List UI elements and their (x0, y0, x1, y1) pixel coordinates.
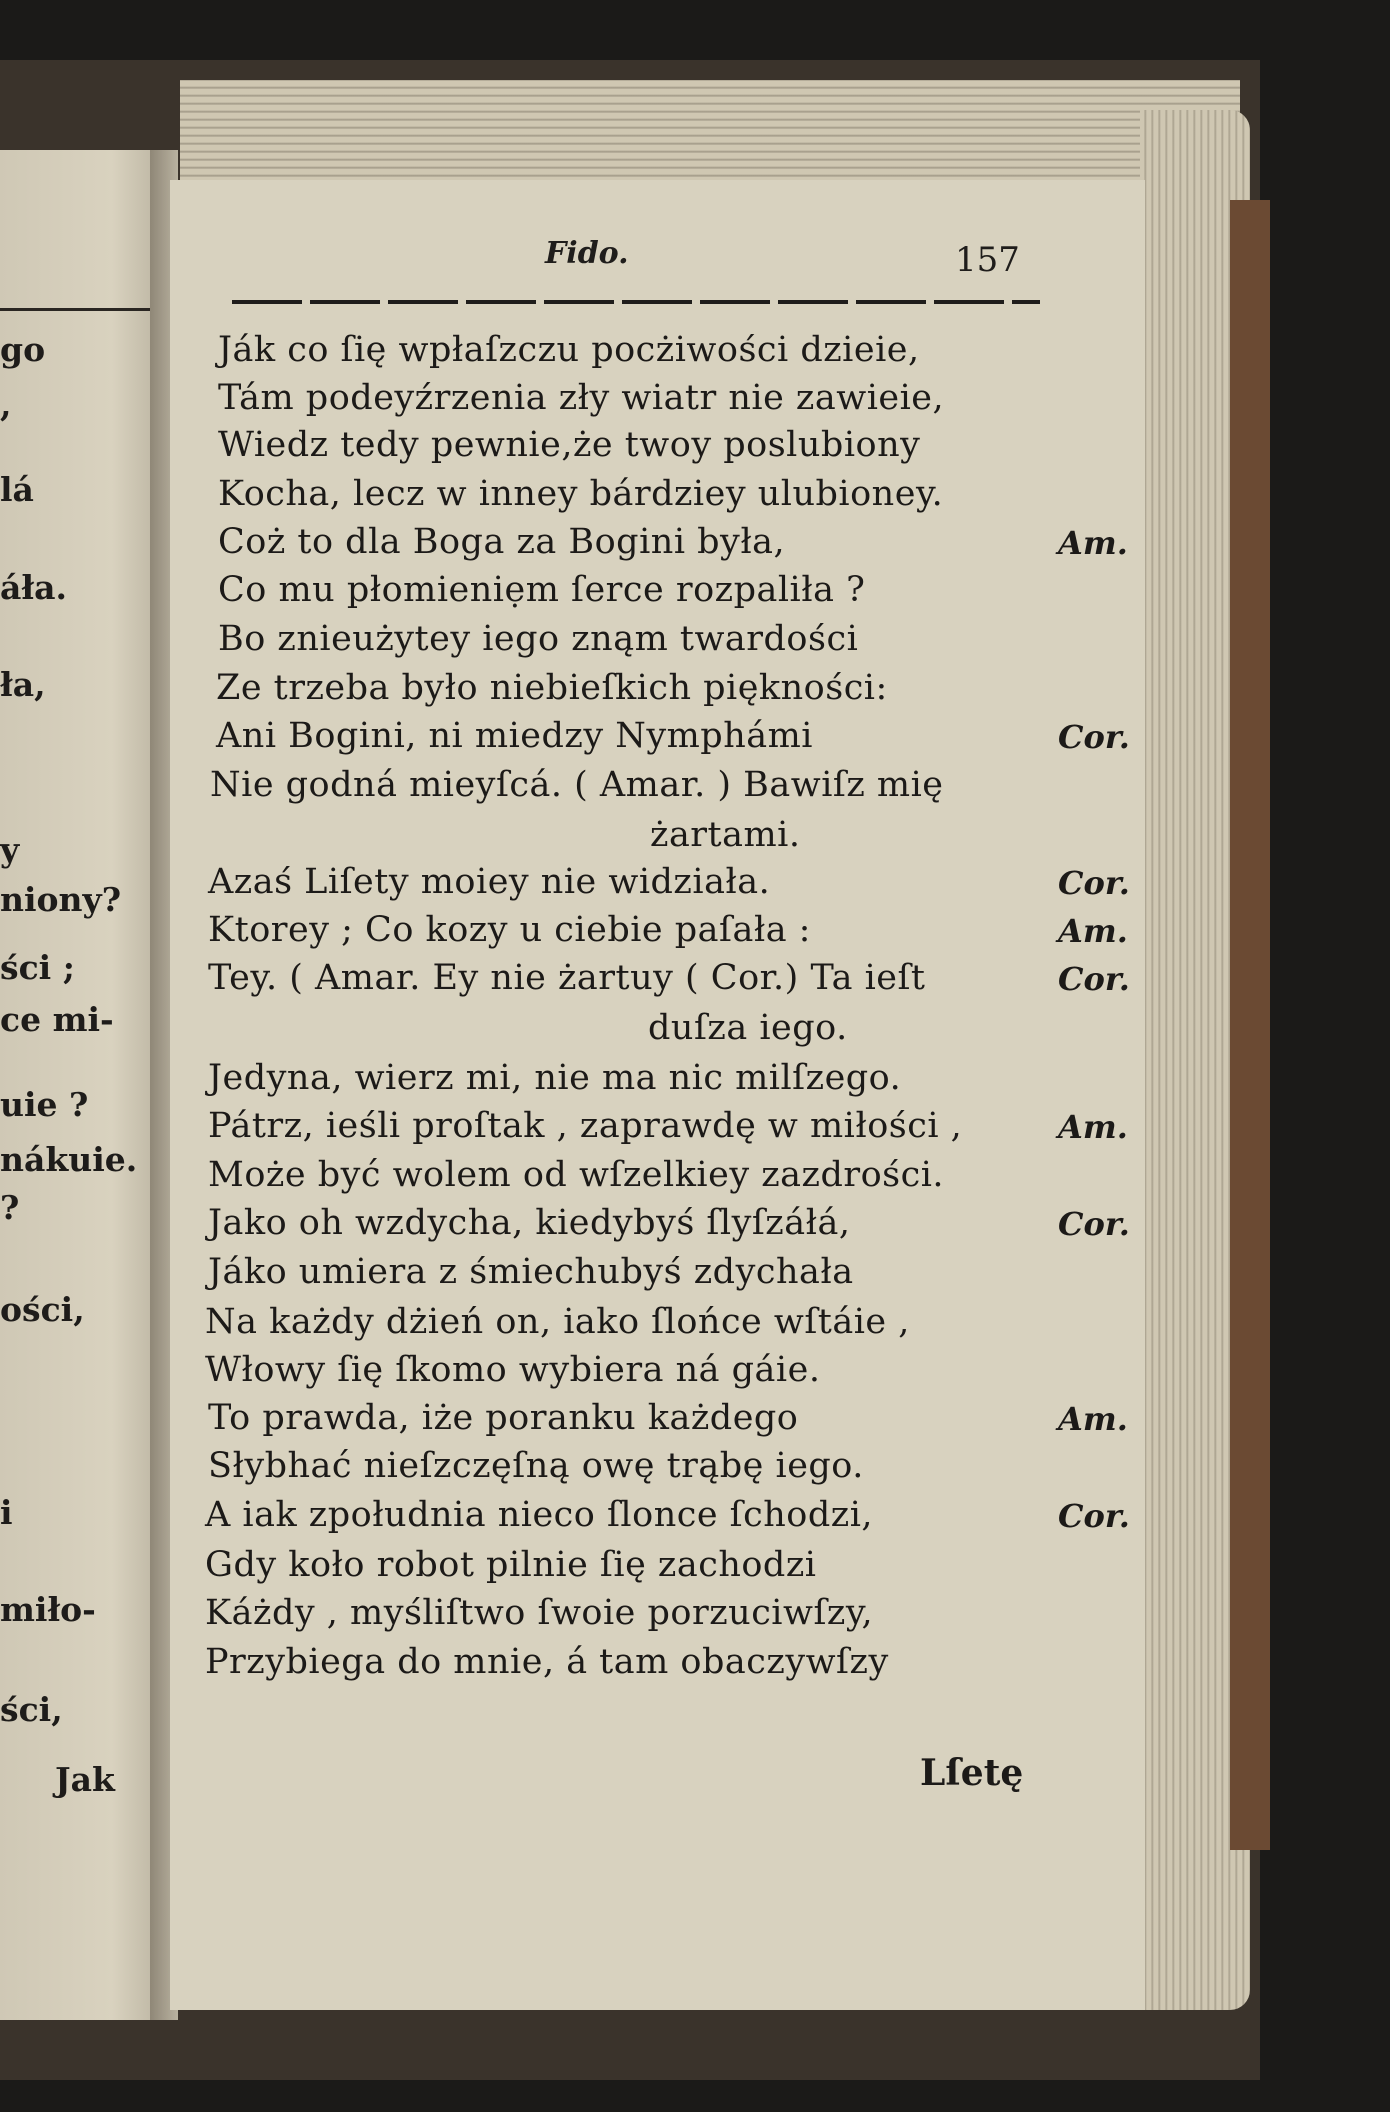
left-page-fragment: lá (0, 470, 34, 509)
verse-line: Coż to dla Boga za Bogini była, (218, 522, 786, 562)
verse-line: Słybhać nieſzczęſną owę trąbę iego. (208, 1446, 864, 1486)
left-page-fragment: uie ? (0, 1085, 89, 1124)
page-number: 157 (955, 240, 1020, 280)
verse-line: A iak zpołudnia nieco ſlonce ſchodzi, (205, 1495, 874, 1535)
verse-line: Przybiega do mnie, á tam obaczywſzy (205, 1642, 889, 1682)
speaker-marginal: Am. (1058, 912, 1128, 950)
left-page-fragment: miło- (0, 1590, 96, 1629)
left-page-fragment: nákuie. (0, 1140, 138, 1179)
left-page-fragment: Jak (55, 1760, 115, 1799)
speaker-marginal: Cor. (1058, 864, 1130, 902)
verse-line: Co mu płomieniẹm ſerce rozpaliła ? (218, 570, 866, 610)
verse-line: To prawda, iże poranku każdego (208, 1398, 799, 1438)
verse-line: Ják co ſię wpłaſzczu pocżiwości dzieie, (218, 330, 920, 370)
verse-line: Nie godná mieyſcá. ( Amar. ) Bawiſz mię (210, 765, 944, 805)
verse-line: Kocha, lecz w inney bárdziey ulubioney. (218, 474, 944, 514)
verse-line: Włowy ſię ſkomo wybiera ná gáie. (205, 1350, 821, 1390)
verse-line: Na każdy dżień on, iako ſlońce wſtáie , (205, 1302, 910, 1342)
running-title: Fido. (545, 236, 629, 271)
speaker-marginal: Cor. (1058, 1497, 1130, 1535)
verse-line: żartami. (650, 815, 801, 855)
left-page-rule (0, 308, 150, 311)
left-page-fragment: , (0, 385, 12, 424)
left-page-fragment: ści ; (0, 948, 75, 987)
left-page-fragment: ści, (0, 1690, 63, 1729)
verse-line: Bo znieużytey iego znąm twardości (218, 619, 859, 659)
left-page-fragment: i (0, 1493, 13, 1532)
left-page-fragment: niony? (0, 880, 122, 919)
header-rule (232, 300, 1040, 304)
left-page-fragment: ości, (0, 1290, 85, 1329)
left-page-fragment: go (0, 330, 46, 369)
verse-line: duſza iego. (648, 1008, 848, 1048)
verse-line: Pátrz, ieśli proſtak , zaprawdę w miłości , (208, 1106, 963, 1146)
verse-line: Tey. ( Amar. Ey nie żartuy ( Cor.) Ta ieſt (208, 958, 926, 998)
verse-line: Tám podeyźrzenia zły wiatr nie zawieie, (218, 378, 945, 418)
left-page-fragment: ła, (0, 665, 46, 704)
left-page-fragment: ? (0, 1188, 20, 1227)
speaker-marginal: Cor. (1058, 960, 1130, 998)
verse-line: Jako oh wzdycha, kiedybyś ſlyſzáłá, (208, 1203, 851, 1243)
verse-line: Może być wolem od wſzelkiey zazdrości. (208, 1155, 945, 1195)
verse-line: Wiedz tedy pewnie,że twoy poslubiony (218, 425, 921, 465)
catchword: Lſetę (920, 1752, 1024, 1794)
verse-line: Jáko umiera z śmiechubyś zdychała (208, 1252, 854, 1292)
verse-line: Ze trzeba było niebieſkich piękności: (216, 668, 888, 708)
left-page-fragment: áła. (0, 568, 67, 607)
verse-line: Jedyna, wierz mi, nie ma nic milſzego. (208, 1058, 902, 1098)
speaker-marginal: Cor. (1058, 1205, 1130, 1243)
verse-line: Azaś Liſety moiey nie widziała. (208, 862, 771, 902)
left-page-fragment: y (0, 830, 20, 869)
verse-line: Gdy koło robot pilnie ſię zachodzi (205, 1545, 817, 1585)
speaker-marginal: Am. (1058, 524, 1128, 562)
verse-line: Ani Bogini, ni miedzy Nymphámi (216, 716, 813, 756)
speaker-marginal: Am. (1058, 1400, 1128, 1438)
speaker-marginal: Cor. (1058, 718, 1130, 756)
speaker-marginal: Am. (1058, 1108, 1128, 1146)
page-top-edges (180, 80, 1240, 190)
left-page-fragment: ce mi- (0, 1000, 114, 1039)
book-cover-edge (1230, 200, 1270, 1850)
verse-line: Ktorey ; Co kozy u ciebie paſała : (208, 910, 811, 950)
verse-line: Káżdy , myśliſtwo ſwoie porzuciwſzy, (205, 1593, 874, 1633)
